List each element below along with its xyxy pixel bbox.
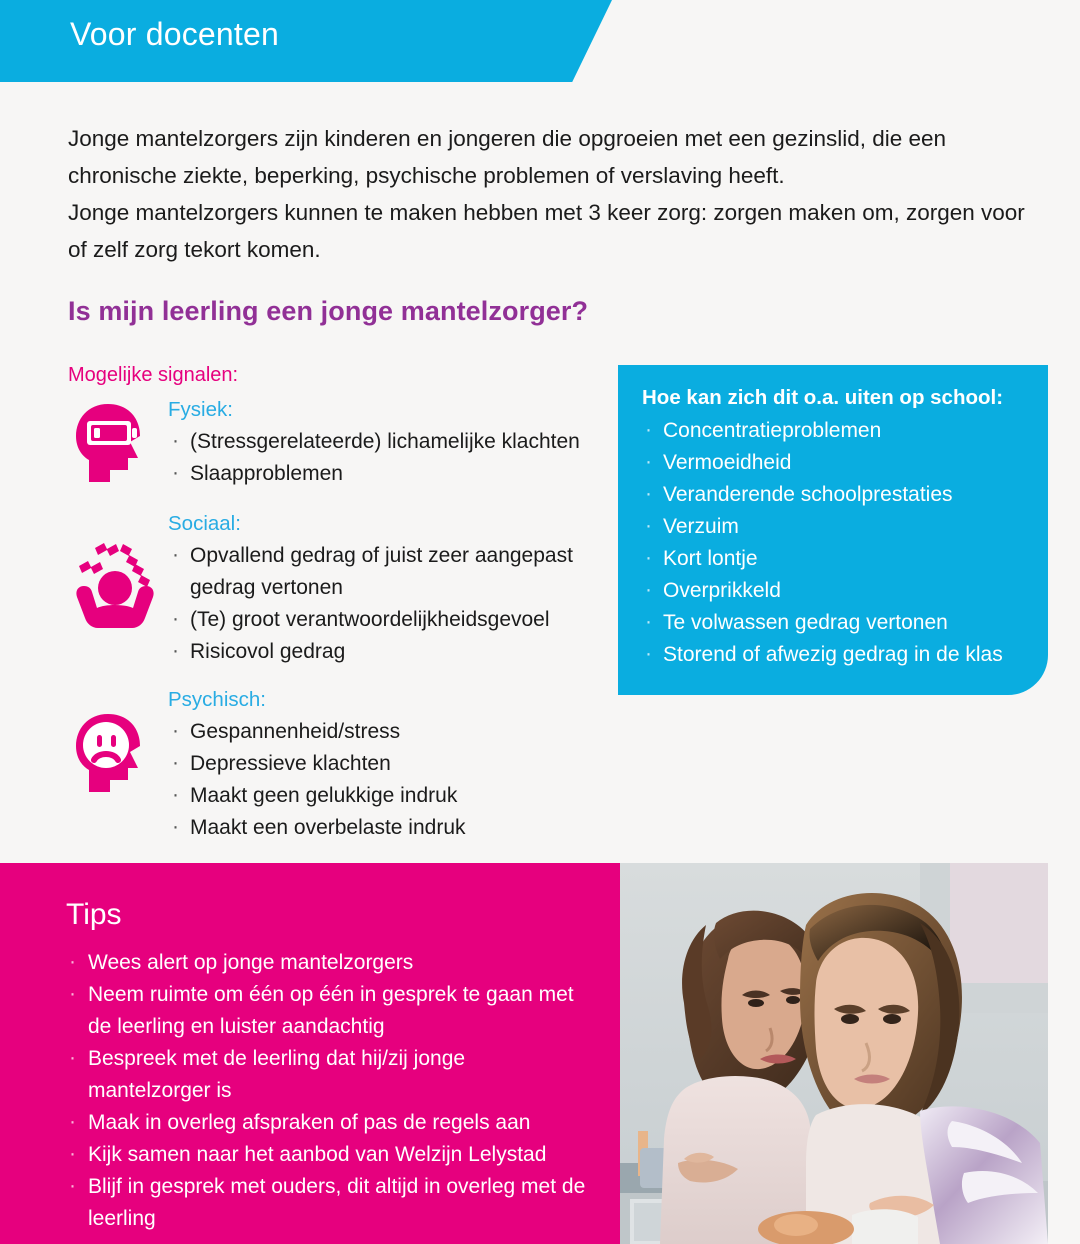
list-item: · Maak in overleg afspraken of pas de regels aan: [66, 1107, 590, 1139]
list-item: · Gespannenheid/stress: [168, 716, 622, 748]
person-stress-icon: [62, 510, 168, 632]
school-signals-list: [642, 415, 1026, 671]
signal-group-fysiek: [62, 396, 622, 490]
list-item: · Concentratieproblemen: [642, 415, 1026, 447]
list-item: · Maakt een overbelaste indruk: [168, 812, 622, 844]
intro-paragraph-2: Jonge mantelzorgers kunnen te maken hebben met 3 keer zorg: zorgen maken om, zorgen voor of zelf zorg tekort komen.: [68, 200, 1025, 262]
tips-list: [66, 947, 590, 1235]
list-item: · Verzuim: [642, 511, 1026, 543]
list-item: · Neem ruimte om één op één in gesprek te gaan met de leerling en luister aandachtig: [66, 979, 590, 1043]
list-item: · Slaapproblemen: [168, 458, 622, 490]
list-item: · Opvallend gedrag of juist zeer aangepast gedrag vertonen: [168, 540, 622, 604]
signal-body-sociaal: [168, 510, 622, 668]
school-signals-box: [618, 365, 1048, 695]
tips-panel: [0, 863, 620, 1244]
list-item: · Blijf in gesprek met ouders, dit altijd in overleg met de leerling: [66, 1171, 590, 1235]
list-item: · Veranderende schoolprestaties: [642, 479, 1026, 511]
list-item: · Overprikkeld: [642, 575, 1026, 607]
photo-woman-and-girl: [620, 863, 1048, 1244]
list-item: · Wees alert op jonge mantelzorgers: [66, 947, 590, 979]
list-item: · Te volwassen gedrag vertonen: [642, 607, 1026, 639]
list-item: · Bespreek met de leerling dat hij/zij jonge mantelzorger is: [66, 1043, 590, 1107]
head-battery-icon: [62, 396, 168, 484]
intro-paragraph-1: Jonge mantelzorgers zijn kinderen en jongeren die opgroeien met een gezinslid, die een chronische ziekte, beperking, psychische problemen of verslaving heeft.: [68, 126, 947, 188]
signal-list-fysiek: [168, 426, 622, 490]
list-item: · Vermoeidheid: [642, 447, 1026, 479]
section-heading: Is mijn leerling een jonge mantelzorger?: [68, 296, 589, 326]
head-sad-face-icon: [62, 686, 168, 796]
intro-text: [68, 120, 1048, 268]
list-item: · Kort lontje: [642, 543, 1026, 575]
signal-category-fysiek: Fysiek:: [168, 398, 233, 421]
tips-band: [0, 863, 1080, 1244]
signal-body-fysiek: [168, 396, 622, 490]
school-signals-title: Hoe kan zich dit o.a. uiten op school:: [642, 386, 1004, 409]
list-item: · Kijk samen naar het aanbod van Welzijn Lelystad: [66, 1139, 590, 1171]
list-item: · Maakt geen gelukkige indruk: [168, 780, 622, 812]
list-item: · (Te) groot verantwoordelijkheidsgevoel: [168, 604, 622, 636]
list-item: · Storend of afwezig gedrag in de klas: [642, 639, 1026, 671]
page-title: Voor docenten: [70, 16, 279, 52]
tips-title: Tips: [66, 898, 122, 931]
list-item: · Depressieve klachten: [168, 748, 622, 780]
signals-label: Mogelijke signalen:: [68, 364, 239, 386]
signal-group-psychisch: [62, 686, 622, 844]
signal-list-sociaal: [168, 540, 622, 668]
signal-category-sociaal: Sociaal:: [168, 512, 241, 535]
signal-body-psychisch: [168, 686, 622, 844]
signal-list-psychisch: [168, 716, 622, 844]
list-item: · (Stressgerelateerde) lichamelijke klachten: [168, 426, 622, 458]
list-item: · Risicovol gedrag: [168, 636, 622, 668]
signal-group-sociaal: [62, 510, 622, 668]
signal-groups: [62, 396, 622, 844]
signal-category-psychisch: Psychisch:: [168, 688, 266, 711]
